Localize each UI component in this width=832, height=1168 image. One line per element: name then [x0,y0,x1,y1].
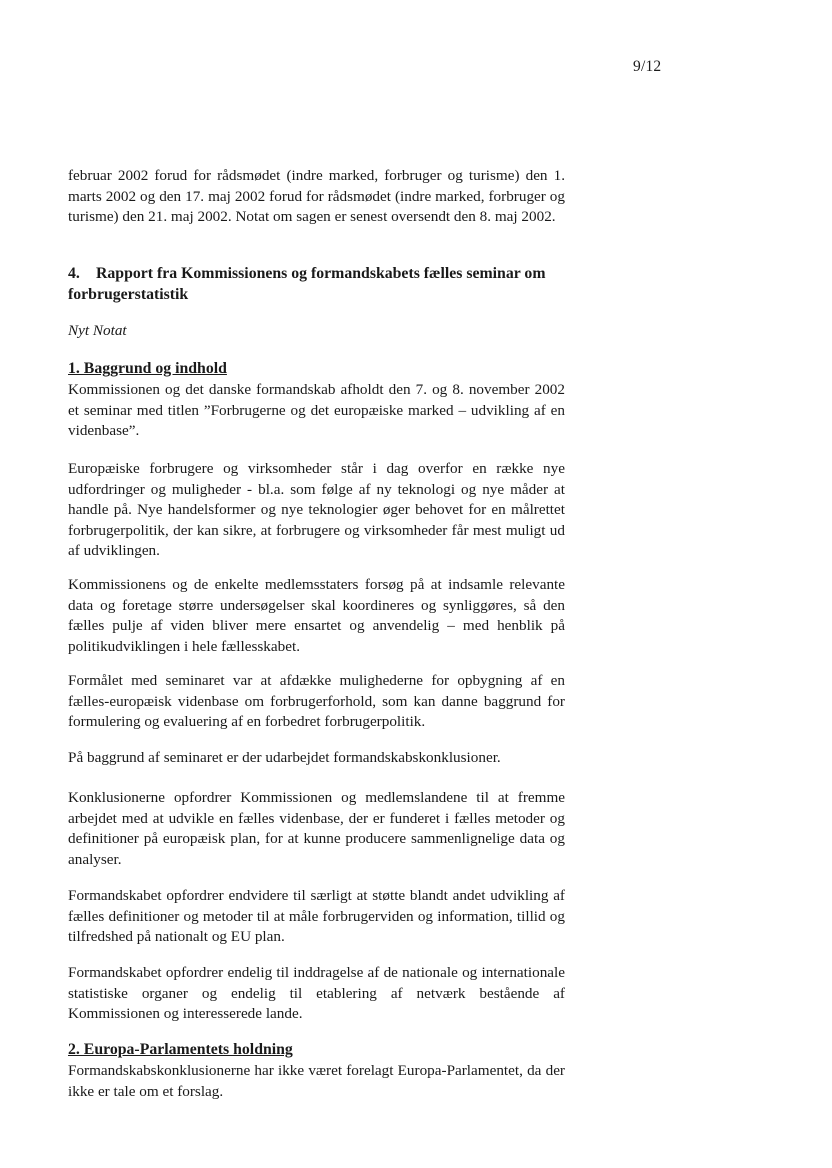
paragraph-8: Formandskabet opfordrer endelig til inddragelse af de nationale og internationale statistiske organer og endelig til etablering af netværk bestående af Kommissionen og interesserede lande. [68,964,565,1022]
paragraph-1: Kommissionen og det danske formandskab afholdt den 7. og 8. november 2002 et seminar med titlen ”Forbrugerne og det europæiske marked – udvikling af en videnbase”. [68,381,565,439]
section-4-title: Rapport fra Kommissionens og formandskabets fælles seminar om forbrugerstatistik [68,265,546,303]
subsection-2-heading: 2. Europa-Parlamentets holdning [68,1041,293,1058]
section-4-heading [68,263,565,305]
subsection-1-heading: 1. Baggrund og indhold [68,360,227,377]
paragraph-2: Europæiske forbrugere og virksomheder står i dag overfor en række nye udfordringer og muligheder - bl.a. som følge af ny teknologi og nye måder at handle på. Nye handelsformer og nye teknologier øger behovet for en målrettet forbrugerpolitik, der kan sikre, at forbrugere og virksomheder får mest muligt ud af udviklingen. [68,460,565,559]
page-number: 9/12 [633,58,662,75]
paragraph-4: Formålet med seminaret var at afdække mulighederne for opbygning af en fælles-europæisk videnbase om forbrugerforhold, som kan danne baggrund for formulering og evaluering af en forbedret forbrugerpolitik. [68,672,565,730]
paragraph-5: På baggrund af seminaret er der udarbejdet formandskabskonklusioner. [68,749,501,766]
paragraph-3: Kommissionens og de enkelte medlemsstaters forsøg på at indsamle relevante data og foretage større undersøgelser skal koordineres og synliggøres, så den fælles pulje af viden bliver mere ensartet og anvendelig – med henblik på politikudviklingen i hele fællesskabet. [68,576,565,655]
section-4-number: 4. [68,265,80,282]
section-4-note: Nyt Notat [68,322,127,339]
intro-paragraph: februar 2002 forud for rådsmødet (indre marked, forbruger og turisme) den 1. marts 2002 og den 17. maj 2002 forud for rådsmødet (indre marked, forbruger og turisme) den 21. maj 2002. Notat om sagen er senest oversendt den 8. maj 2002. [68,167,565,225]
paragraph-9: Formandskabskonklusionerne har ikke været forelagt Europa-Parlamentet, da der ikke er tale om et forslag. [68,1062,565,1100]
paragraph-7: Formandskabet opfordrer endvidere til særligt at støtte blandt andet udvikling af fælles definitioner og metoder til at måle forbrugerviden og information, tillid og tilfredshed på nationalt og EU plan. [68,887,565,945]
paragraph-6: Konklusionerne opfordrer Kommissionen og medlemslandene til at fremme arbejdet med at udvikle en fælles videnbase, der er funderet i fælles metoder og definitioner på europæisk plan, for at kunne producere sammenlignelige data og analyser. [68,789,565,868]
